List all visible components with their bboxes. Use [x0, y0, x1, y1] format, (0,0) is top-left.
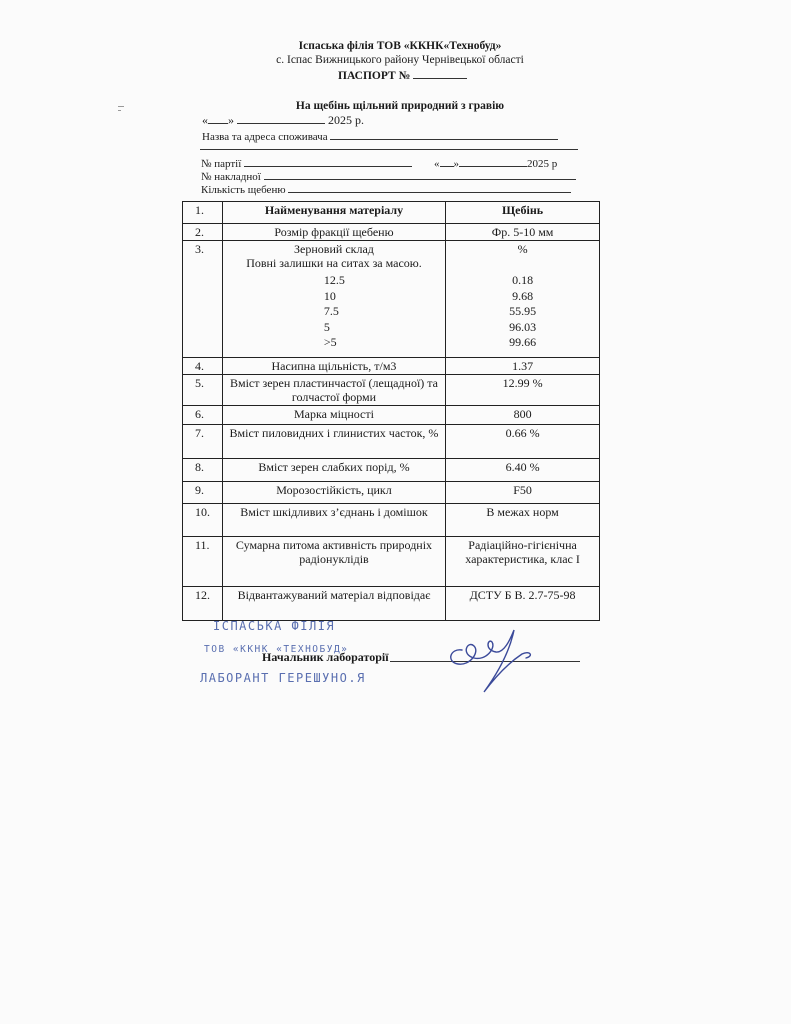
margin-mark [118, 106, 124, 107]
row-value: Фр. 5-10 мм [446, 224, 600, 241]
date-close-quote: » [228, 113, 234, 127]
grain-composition [222, 241, 445, 358]
table-row: 10. Вміст шкідливих з’єднань і домішок В межах норм [183, 504, 600, 537]
consumer-field-extra [200, 139, 578, 154]
margin-mark [118, 110, 121, 111]
table-row: 4. Насипна щільність, т/м3 1.37 [183, 358, 600, 375]
table-row: 5. Вміст зерен пластинчастої (лещадної) та голчастої форми 12.99 % [183, 375, 600, 406]
row-value: Радіаційно-гігієнічна характеристика, клас I [446, 537, 600, 587]
row-value: 6.40 % [446, 459, 600, 482]
row-name: Насипна щільність, т/м3 [222, 358, 445, 375]
row-name: Вміст зерен слабких порід, % [222, 459, 445, 482]
sieve-size: 12.5 [323, 273, 345, 287]
header-name: Найменування матеріалу [222, 202, 445, 224]
quantity-field [201, 182, 571, 197]
residue-value: 99.66 [509, 335, 537, 349]
grain-values [446, 241, 600, 358]
grain-title: Зерновий склад [294, 242, 374, 256]
signature-role: Начальник лабораторії [262, 650, 389, 664]
row-name: Вміст пиловидних і глинистих часток, % [222, 425, 445, 459]
table-row: 7. Вміст пиловидних і глинистих часток, % 0.66 % [183, 425, 600, 459]
sieve-size: 5 [323, 319, 330, 334]
row-name: Сумарна питома активність природніх радіонуклідів [222, 537, 445, 587]
table-row: 8. Вміст зерен слабких порід, % 6.40 % [183, 459, 600, 482]
table-row: 9. Морозостійкість, цикл F50 [183, 482, 600, 504]
row-value: F50 [446, 482, 600, 504]
header-value: Щебінь [446, 202, 600, 224]
passport-label: ПАСПОРТ № [338, 70, 411, 82]
table-row-grain: 3. Зерновий склад Повні залишки на ситах за масою. 12.5 10 7.5 5 >5 % 0.18 9.68 55.95 96.03 99.66 [183, 241, 600, 358]
signature-scribble-icon [440, 620, 540, 700]
sieve-size: 7.5 [323, 304, 339, 318]
residue-values [449, 273, 596, 351]
batch-label: № партії [201, 158, 242, 170]
sieve-size: 10 [323, 288, 336, 303]
row-name: Відвантажуваний матеріал відповідає [222, 587, 445, 621]
batch-year: 2025 р [527, 158, 558, 170]
table-row: 12. Відвантажуваний матеріал відповідає ДСТУ Б В. 2.7-75-98 [183, 587, 600, 621]
stamp-company-name: ТОВ «ККНК «ТЕХНОБУД» [204, 644, 349, 655]
quantity-label: Кількість щебеню [201, 184, 286, 196]
row-value: 800 [446, 406, 600, 425]
document-subject: На щебінь щільний природний з гравію [295, 100, 505, 112]
table-row: 11. Сумарна питома активність природніх радіонуклідів Радіаційно-гігієнічна характеристика, клас I [183, 537, 600, 587]
row-name: Вміст зерен пластинчастої (лещадної) та голчастої форми [222, 375, 445, 406]
table-header-row [183, 202, 600, 224]
company-address: с. Іспас Вижницького району Чернівецької області [276, 54, 524, 66]
row-name: Морозостійкість, цикл [222, 482, 445, 504]
grain-subtitle: Повні залишки на ситах за масою. [246, 256, 422, 270]
material-spec-table [182, 201, 600, 621]
row-value: 0.66 % [446, 425, 600, 459]
row-name: Марка міцності [222, 406, 445, 425]
invoice-label: № накладної [201, 171, 261, 183]
row-value: 1.37 [446, 358, 600, 375]
row-name: Розмір фракції щебеню [222, 224, 445, 241]
sieve-sizes [226, 273, 442, 351]
row-value: 12.99 % [446, 375, 600, 406]
row-number: 1. [183, 202, 223, 224]
issue-date [202, 113, 364, 127]
sieve-size: >5 [323, 335, 337, 349]
residue-value: 9.68 [512, 288, 534, 303]
row-name: Вміст шкідливих з’єднань і домішок [222, 504, 445, 537]
date-open-quote: « [202, 113, 208, 127]
residue-value: 55.95 [509, 304, 537, 318]
row-value: ДСТУ Б В. 2.7-75-98 [446, 587, 600, 621]
residue-value: 0.18 [512, 273, 534, 287]
grain-unit: % [517, 242, 528, 256]
stamp-branch-name: ІСПАСЬКА ФІЛІЯ [213, 619, 336, 633]
issue-year: 2025 р. [328, 113, 364, 127]
company-name: Іспаська філія ТОВ «ККНК«Технобуд» [298, 40, 502, 52]
row-value: В межах норм [446, 504, 600, 537]
table-row: 2. Розмір фракції щебеню Фр. 5-10 мм [183, 224, 600, 241]
stamp-lab-assistant: ЛАБОРАНТ ГЕРЕШУНО.Я [200, 671, 366, 685]
passport-title [300, 68, 538, 83]
consumer-label: Назва та адреса споживача [202, 131, 328, 143]
table-row: 6. Марка міцності 800 [183, 406, 600, 425]
residue-value: 96.03 [509, 319, 537, 334]
batch-date: « » 2025 р [434, 158, 558, 170]
